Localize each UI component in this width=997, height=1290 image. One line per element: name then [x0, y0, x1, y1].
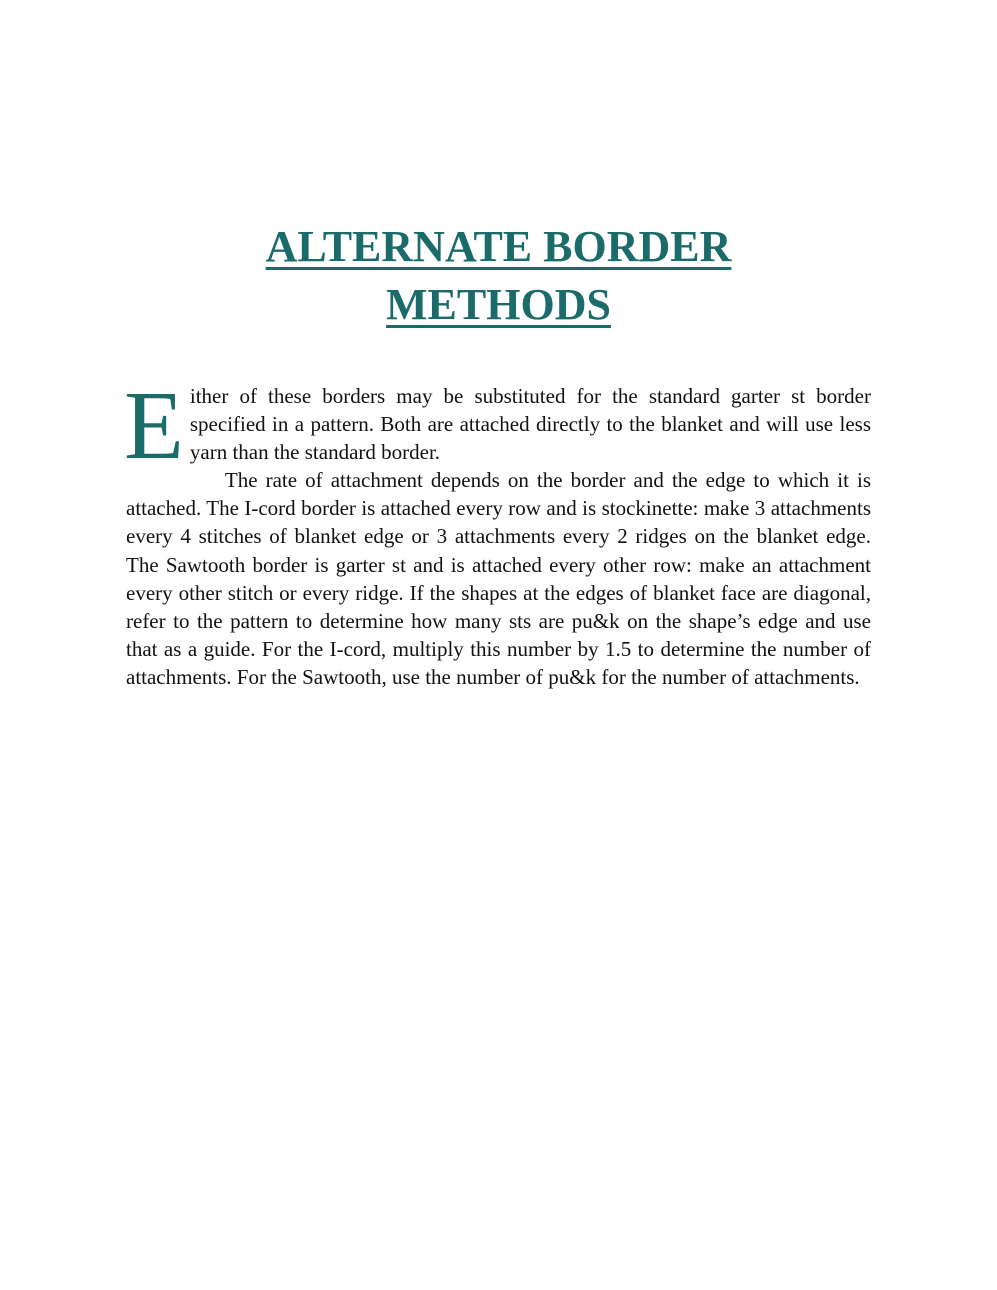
paragraph-intro-text: ither of these borders may be substituted for the standard garter st border specified in a pattern. Both are attached directly to the blanket and will use less yarn than the standard border.	[189, 384, 871, 465]
paragraph-attachment-rate: The rate of attachment depends on the border and the edge to which it is attached. The I-cord border is attached every row and is stockinette: make 3 attachments every 4 stitches of blanket edge or 3 attachments every 2 ridges on the blanket edge. The Sawtooth border is garter st and is attached every other row: make an attachment every other stitch or every ridge. If the shapes at the edges of blanket face are diagonal, refer to the pattern to determine how many sts are pu&k on the shape’s edge and use that as a guide. For the I-cord, multiply this number by 1.5 to determine the number of attachments. For the Sawtooth, use the number of pu&k for the number of attachments.	[126, 468, 871, 689]
title-line-1: ALTERNATE BORDER	[265, 222, 732, 271]
drop-cap-letter: E	[124, 372, 184, 480]
body-text	[124, 372, 871, 691]
paragraph-intro	[124, 372, 871, 480]
page-title	[100, 218, 897, 334]
title-line-2: METHODS	[386, 280, 611, 329]
